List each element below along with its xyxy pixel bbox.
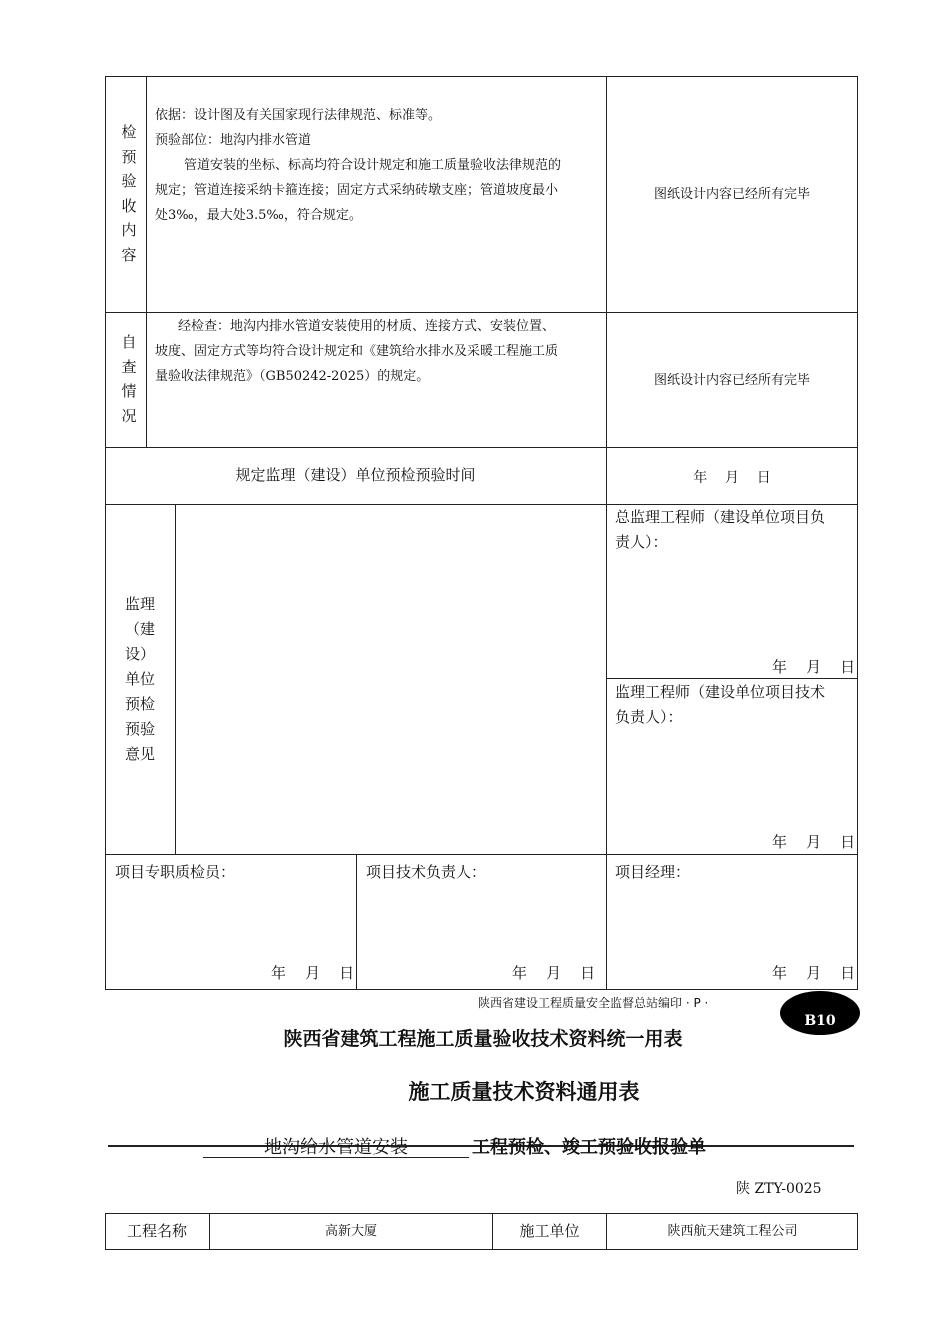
supervision-label-line: 预检 (124, 695, 155, 713)
chief-supervisor (615, 505, 825, 555)
manager-label: 项目经理： (615, 863, 691, 881)
row-divider (105, 312, 858, 313)
tech-lead-label: 项目技术负责人： (366, 863, 487, 881)
supervision-label (105, 592, 175, 767)
form-title: 施工质量技术资料通用表 (408, 1080, 640, 1104)
project-name-label: 工程名称 (126, 1222, 187, 1240)
table-border-bottom (105, 989, 858, 990)
form-code: 陕 ZTY-0025 (736, 1181, 822, 1197)
supervisor-engineer (615, 680, 825, 730)
supervision-opinion-area[interactable] (176, 505, 606, 854)
supervisor-engineer-line: 负责人）： (615, 708, 683, 726)
schedule-label: 规定监理（建设）单位预检预验时间 (235, 466, 476, 484)
project-name-value: 高新大厦 (324, 1224, 377, 1239)
self-check-label: 自查情况 (121, 333, 137, 425)
schedule-date: 年 月 日 (693, 470, 771, 486)
supervision-label-line: 设） (124, 645, 155, 663)
row-divider (606, 678, 858, 679)
contractor-label: 施工单位 (519, 1222, 580, 1240)
inspection-note: 图纸设计内容已经所有完毕 (653, 187, 810, 202)
table-border-top (105, 76, 858, 77)
row-divider (105, 447, 858, 448)
subtitle: 工程预检、竣工预验收报验单 (472, 1137, 706, 1158)
self-check-line-3: 量验收法律规范》（GB50242-2025）的规定。 (155, 369, 430, 384)
inspector-label: 项目专职质检员： (115, 863, 236, 881)
self-check-line-2: 坡度、固定方式等均符合设计规定和《建筑给水排水及采暖工程施工质 (155, 344, 559, 359)
document-title: 陕西省建筑工程施工质量验收技术资料统一用表 (283, 1028, 683, 1050)
col-divider (146, 76, 147, 447)
inspection-label: 检预验收内容 (121, 123, 137, 264)
supervision-label-line: 预验 (124, 720, 155, 738)
tech-lead-date: 年 月 日 (512, 964, 596, 982)
inspector-date: 年 月 日 (271, 964, 355, 982)
inspection-line-4: 规定；管道连接采纳卡箍连接；固定方式采纳砖墩支座；管道坡度最小 (155, 183, 559, 198)
manager-date: 年 月 日 (772, 964, 856, 982)
chief-supervisor-line: 责人）： (615, 533, 668, 551)
row-divider (105, 854, 858, 855)
self-check-note: 图纸设计内容已经所有完毕 (653, 373, 810, 388)
self-check-line-1: 经检查：地沟内排水管道安装使用的材质、连接方式、安装位置、 (178, 319, 556, 334)
supervisor-engineer-date: 年 月 日 (772, 833, 856, 851)
supervision-label-line: 单位 (124, 670, 155, 688)
inspection-line-1: 依据：设计图及有关国家现行法律规范、标准等。 (155, 108, 442, 123)
inspection-line-5: 处3‰，最大处3.5‰，符合规定。 (155, 208, 362, 223)
col-divider (606, 76, 607, 990)
table-border-right (857, 76, 858, 990)
supervisor-engineer-line: 监理工程师（建设单位项目技术 (615, 683, 826, 701)
badge-text: B10 (804, 1013, 836, 1029)
supervision-label-line: （建 (124, 620, 155, 638)
supervision-label-line: 监理 (124, 595, 155, 613)
compiler-note: 陕西省建设工程质量安全监督总站编印 · P · (478, 996, 709, 1010)
subtitle-blank[interactable]: 地沟给水管道安装 (264, 1137, 408, 1158)
inspection-line-3: 管道安装的坐标、标高均符合设计规定和施工质量验收法律规范的 (184, 158, 562, 173)
col-divider (356, 854, 357, 990)
inspection-line-2: 预验部位：地沟内排水管道 (155, 133, 312, 148)
chief-supervisor-date: 年 月 日 (772, 658, 856, 676)
table-border-left (105, 76, 106, 990)
contractor-value: 陕西航天建筑工程公司 (667, 1224, 798, 1239)
chief-supervisor-line: 总监理工程师（建设单位项目负 (615, 508, 826, 526)
supervision-label-line: 意见 (124, 745, 155, 763)
